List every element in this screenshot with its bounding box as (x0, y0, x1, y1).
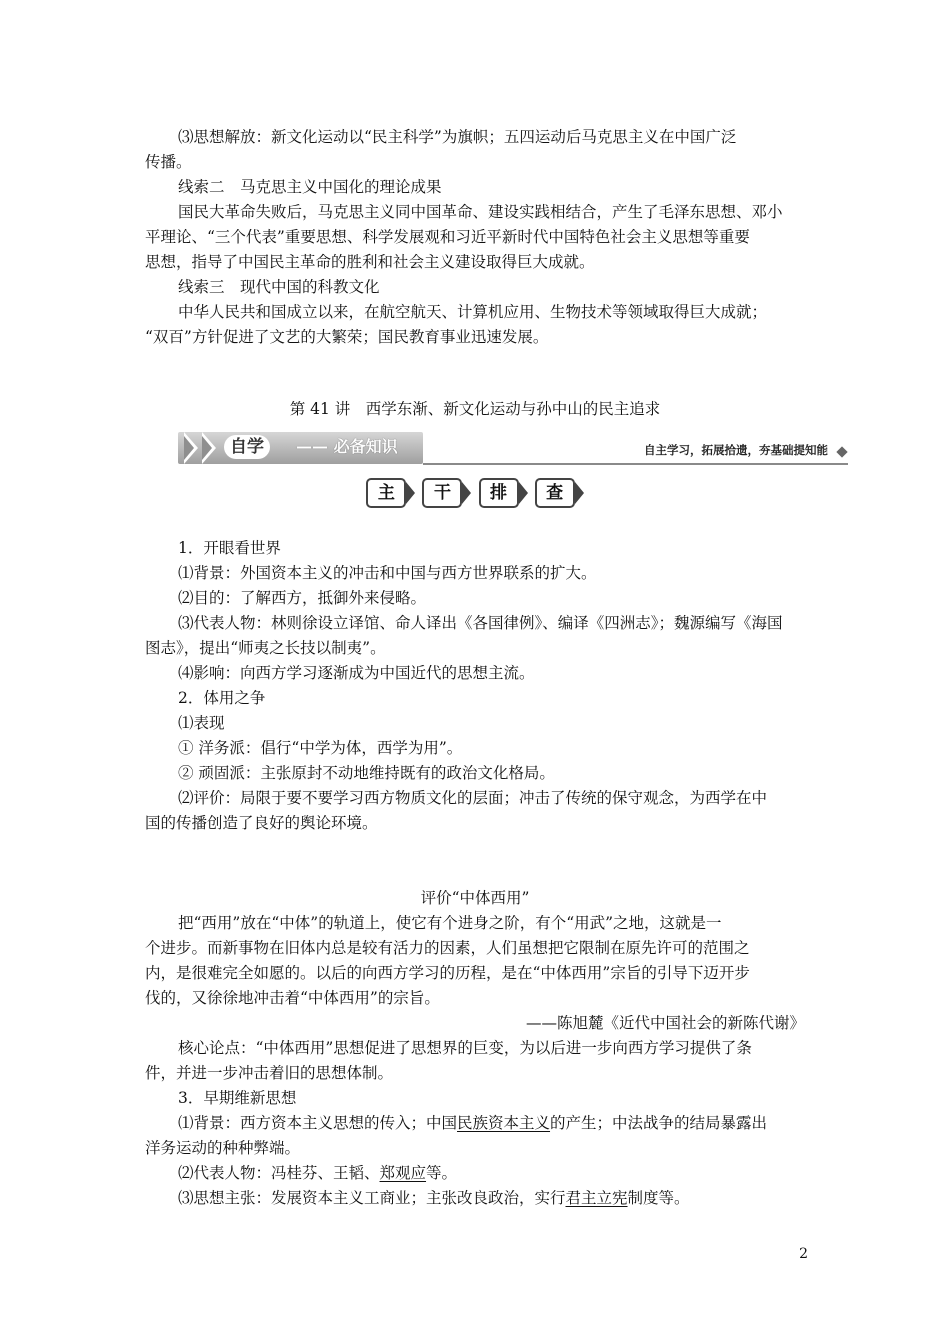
eval-source: ——陈旭麓《近代中国社会的新陈代谢》 (525, 1014, 805, 1032)
underlined-term: 郑观应 (379, 1164, 427, 1182)
underlined-term: 君主立宪 (565, 1189, 628, 1207)
sub-banner-char: 干 (422, 478, 462, 508)
body-line: 洋务运动的种种弊端。 (145, 1139, 301, 1157)
clue-heading: 线索二 马克思主义中国化的理论成果 (178, 178, 442, 196)
body-line: 图志》，提出“师夷之长技以制夷”。 (145, 639, 386, 657)
clue-heading: 线索三 现代中国的科教文化 (178, 278, 380, 296)
banner-badge: 自学 (224, 435, 270, 459)
intro-line: 国民大革命失败后，马克思主义同中国革命、建设实践相结合，产生了毛泽东思想、邓小 (178, 203, 783, 221)
eval-line: 把“西用”放在“中体”的轨道上，使它有个进身之阶，有个“用武”之地，这就是一 (178, 914, 722, 932)
eval-line: 个进步。而新事物在旧体内总是较有活力的因素，人们虽想把它限制在原先许可的范围之 (145, 939, 750, 957)
sub-banner-char: 排 (479, 478, 519, 508)
banner-rule (423, 463, 848, 465)
arrow-icon (519, 482, 528, 504)
diamond-icon (836, 446, 847, 457)
intro-line: ⑶思想解放：新文化运动以“民主科学”为旗帜；五四运动后马克思主义在中国广泛 (178, 128, 737, 146)
section-heading: 3．早期维新思想 (178, 1089, 297, 1107)
intro-line: 平理论、“三个代表”重要思想、科学发展观和习近平新时代中国特色社会主义思想等重要 (145, 228, 750, 246)
sub-banner-char: 查 (535, 478, 575, 508)
body-line: ⑶代表人物：林则徐设立译馆、命人译出《各国律例》、编译《四洲志》；魏源编写《海国 (178, 614, 783, 632)
body-line: ⑵评价：局限于要不要学习西方物质文化的层面；冲击了传统的保守观念，为西学在中 (178, 789, 768, 807)
arrow-icon (462, 482, 471, 504)
section-heading: 2．体用之争 (178, 689, 266, 707)
core-line: 件，并进一步冲击着旧的思想体制。 (145, 1064, 394, 1082)
body-line: 国的传播创造了良好的舆论环境。 (145, 814, 378, 832)
banner-slogan: 自主学习，拓展拾遗，夯基础提知能 (644, 443, 828, 457)
intro-line: 中华人民共和国成立以来，在航空航天、计算机应用、生物技术等领域取得巨大成就； (178, 303, 768, 321)
eval-line: 内，是很难完全如愿的。以后的向西方学习的历程，是在“中体西用”宗旨的引导下迈开步 (145, 964, 750, 982)
body-line: ⑴背景：西方资本主义思想的传入；中国民族资本主义的产生；中法战争的结局暴露出 (178, 1114, 768, 1132)
body-line: ① 洋务派：倡行“中学为体，西学为用”。 (178, 739, 463, 757)
eval-title: 评价“中体西用” (420, 889, 530, 907)
arrow-icon (406, 482, 415, 504)
page-number: 2 (799, 1246, 808, 1262)
sub-banner-char: 主 (366, 478, 406, 508)
section-banner (178, 430, 850, 466)
eval-line: 伐的，又徐徐地冲击着“中体西用”的宗旨。 (145, 989, 440, 1007)
core-line: 核心论点：“中体西用”思想促进了思想界的巨变，为以后进一步向西方学习提供了条 (178, 1039, 752, 1057)
body-line: ⑴背景：外国资本主义的冲击和中国与西方世界联系的扩大。 (178, 564, 597, 582)
sub-banner (0, 478, 950, 510)
body-line: ⑵目的：了解西方，抵御外来侵略。 (178, 589, 427, 607)
body-line: ⑷影响：向西方学习逐渐成为中国近代的思想主流。 (178, 664, 535, 682)
body-line: ⑴表现 (178, 714, 225, 732)
intro-line: 传播。 (145, 153, 192, 171)
lecture-title: 第 41 讲 西学东渐、新文化运动与孙中山的民主追求 (289, 400, 661, 418)
body-line: ⑶思想主张：发展资本主义工商业；主张改良政治，实行君主立宪制度等。 (178, 1189, 690, 1207)
underlined-term: 民族资本主义 (457, 1114, 551, 1132)
body-line: ⑵代表人物：冯桂芬、王韬、郑观应等。 (178, 1164, 458, 1182)
section-heading: 1．开眼看世界 (178, 539, 281, 557)
banner-title: —— 必备知识 (296, 437, 398, 456)
intro-line: 思想，指导了中国民主革命的胜利和社会主义建设取得巨大成就。 (145, 253, 595, 271)
body-line: ② 顽固派：主张原封不动地维持既有的政治文化格局。 (178, 764, 555, 782)
intro-line: “双百”方针促进了文艺的大繁荣；国民教育事业迅速发展。 (145, 328, 549, 346)
arrow-icon (575, 482, 584, 504)
